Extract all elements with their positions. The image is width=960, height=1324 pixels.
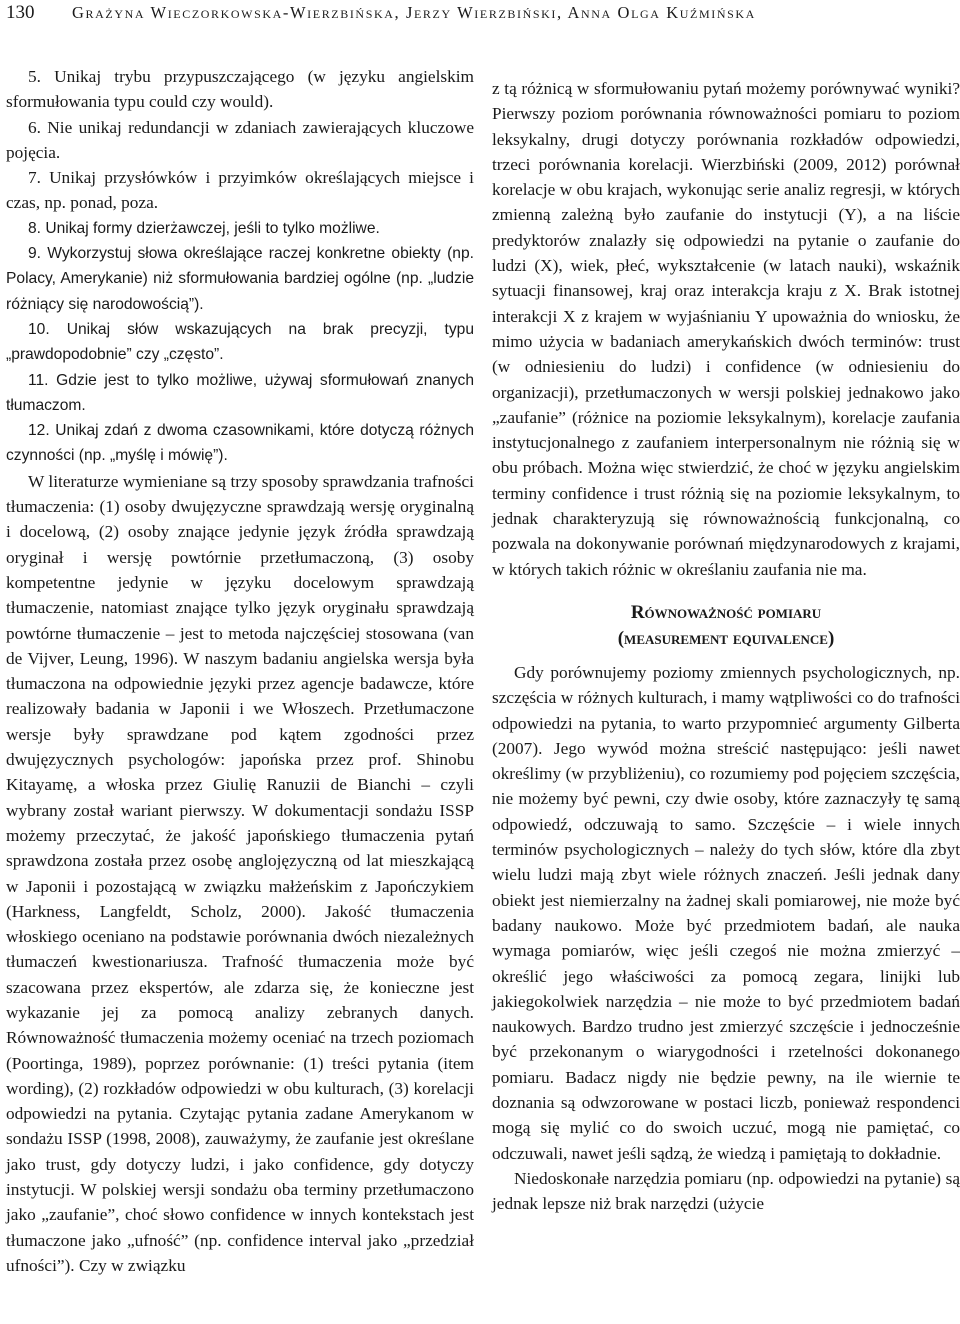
left-column	[6, 64, 474, 1278]
section-heading-line: Równoważność pomiaru	[630, 601, 822, 623]
body-paragraph: Niedoskonałe narzędzia pomiaru (np. odpowiedzi na pytanie) są jednak lepsze niż brak narzędzi (użycie	[492, 1168, 960, 1214]
section-heading	[492, 600, 960, 652]
right-column	[492, 76, 960, 1216]
body-paragraph: W literaturze wymieniane są trzy sposoby sprawdzania trafności tłumaczenia: (1) osoby dwujęzyczne sprawdzają wersję oryginalną i docelową, (2) osoby znające jedynie język źródła sprawdzają oryginał i wersję powtórnie przetłumaczoną, (3) osoby kompetentne jedynie w języku docelowym sprawdzają tłumaczenie, natomiast znające tylko język oryginału sprawdzają powtórne tłumaczenie – jest to metoda najczęściej stosowana (van de Vijver, Leung, 1996). W naszym badaniu angielska wersja była tłumaczona na odpowiednie języki przez agencje badawcze, które realizowały badania w Japonii i we Włoszech. Przetłumaczone wersje były sprawdzane pod kątem zgodności przez dwujęzycznych psychologów: japońska przez prof. Shinobu Kitayamę, a włoska przez Giulię Ranuzii de Bianchi – czyli wybrany został wariant pierwszy. W dokumentacji sondażu ISSP możemy przeczytać, że jakość japońskiego tłumaczenia pytań sprawdzona została przez osobę anglojęzyczną od lat mieszkającą w Japonii i pozostającą w związku małżeńskim z Japończykiem (Harkness, Langfeldt, Scholz, 2000). Jakość tłumaczenia włoskiego oceniano na podstawie porównania dwóch niezależnych tłumaczeń kwestionariusza. Trafność tłumaczenia może być szacowana przez ekspertów, ale zdarza się, że konieczne jest wykazanie jej za pomocą analizy zebranych danych. Równoważność tłumaczenia możemy oceniać na trzech poziomach (Poortinga, 1989), poprzez porównanie: (1) treści pytania (item wording), (2) rozkładów odpowiedzi w obu kulturach, (3) korelacji odpowiedzi na pytania. Czytając pytania zadane Amerykanom w sondażu ISSP (1998, 2008), zauważymy, że zaufanie jest określane jako trust, gdy dotyczy ludzi, i jako confidence, gdy dotyczy instytucji. W polskiej wersji sondażu oba terminy przetłumaczono jako „zaufanie”, choć słowo confidence w innych kontekstach jest tłumaczone jako „ufność” (np. confidence interval jako „przedział ufności”). Czy w związku	[6, 471, 474, 1275]
body-paragraph: z tą różnicą w sformułowaniu pytań możemy porównywać wyniki? Pierwszy poziom porównania równoważności pomiaru to poziom leksykalny, drugi dotyczy porównania rozkładów odpowiedzi, trzeci porównania korelacji. Wierzbiński (2009, 2012) porównał korelacje w obu krajach, wykonując serie analiz regresji, w których zmienną zależną było zaufanie do instytucji (Y), a na liście predyktorów znalazły się odpowiedzi na pytanie o zaufanie do ludzi (X), wiek, płeć, wykształcenie (w latach nauki), wskaźnik sytuacji finansowej, kraj oraz interakcja kraju z X. Brak istotnej interakcji X z krajem w wyjaśnianiu Y upoważnia do wniosku, że mimo użycia w badaniach amerykańskich dwóch terminów: trust (w odniesieniu do ludzi) i confidence (w odniesieniu do organizacji), przetłumaczonych w wersji polskiej jednakowo jako „zaufanie” (różnice na poziomie leksykalnym), korelacje zaufania instytucjonalnego z zaufaniem interpersonalnym nie różnią się w obu próbach. Można więc stwierdzić, że choć w języku angielskim terminy confidence i trust różnią się na poziomie leksykalnym, to jednak charakteryzują się równoważnością funkcjonalną, co pozwala na dokonywanie porównań międzynarodowych z krajami, w których takich różnic w określaniu zaufania nie ma.	[492, 79, 960, 579]
list-item: 6. Nie unikaj redundancji w zdaniach zawierających kluczowe pojęcia.	[6, 117, 474, 162]
body-paragraph: Gdy porównujemy poziomy zmiennych psychologicznych, np. szczęścia w różnych kulturach, i mamy wątpliwości co do trafności odpowiedzi na pytania, to warto przypomnieć argumenty Gilberta (2007). Jego wywód można streścić następująco: jeśli nawet określimy (w przybliżeniu), co rozumiemy pod pojęciem szczęścia, nie możemy być pewni, czy dwie osoby, które zaznaczyły tę samą odpowiedź, odczuwają to samo. Szczęście – i wiele innych terminów psychologicznych – należy do tych słów, które dla zbyt wielu ludzi mają zbyt wiele różnych znaczeń. Jeśli jednak dany obiekt jest niemierzalny na żadnej skali pomiarowej, nie może być badany naukowo. Może być przedmiotem badań, ale nauka wymaga pomiarów, więc jeśli czegoś nie można zmierzyć – określić jego właściwości za pomocą zegara, linijki lub jakiegokolwiek narzędzia – nie może to być przedmiotem badań naukowych. Bardzo trudno jest zmierzyć szczęście i jednocześnie być przekonanym o wiarygodności i rzetelności dokonanego pomiaru. Badacz nigdy nie będzie pewny, na ile wiernie te doznania są odwzorowane w postaci liczb, ponieważ respondenci mogą się mylić co do swoich uczuć, mogą nie pamiętać, co odczuwali, nawet jeśli sądzą, że wiedzą i pamiętają to dokładnie.	[492, 662, 960, 1163]
list-item: 12. Unikaj zdań z dwoma czasownikami, które dotyczą różnych czynności (np. „myślę i mówię”).	[6, 422, 474, 465]
list-item: 10. Unikaj słów wskazujących na brak precyzji, typu „prawdopodobnie” czy „często”.	[6, 320, 474, 364]
running-head-authors: Grażyna Wieczorkowska-Wierzbińska, Jerzy Wierzbiński, Anna Olga Kuźmińska	[72, 3, 756, 22]
list-item: 9. Wykorzystuj słowa określające raczej konkretne obiekty (np. Polacy, Amerykanie) niż sformułowania bardziej ogólne (np. „ludzie różniący się narodowością”).	[6, 245, 474, 313]
list-item: 5. Unikaj trybu przypuszczającego (w języku angielskim sformułowania typu could czy would).	[6, 67, 474, 112]
page-number: 130	[6, 2, 35, 23]
list-item: 7. Unikaj przysłówków i przyimków określających miejsce i czas, np. ponad, poza.	[6, 168, 474, 213]
list-item: 11. Gdzie jest to tylko możliwe, używaj sformułowań znanych tłumaczom.	[6, 371, 474, 414]
running-header	[0, 2, 960, 26]
section-heading-subtitle: (measurement equivalence)	[617, 627, 835, 649]
list-item: 8. Unikaj formy dzierżawczej, jeśli to tylko możliwe.	[28, 219, 380, 237]
